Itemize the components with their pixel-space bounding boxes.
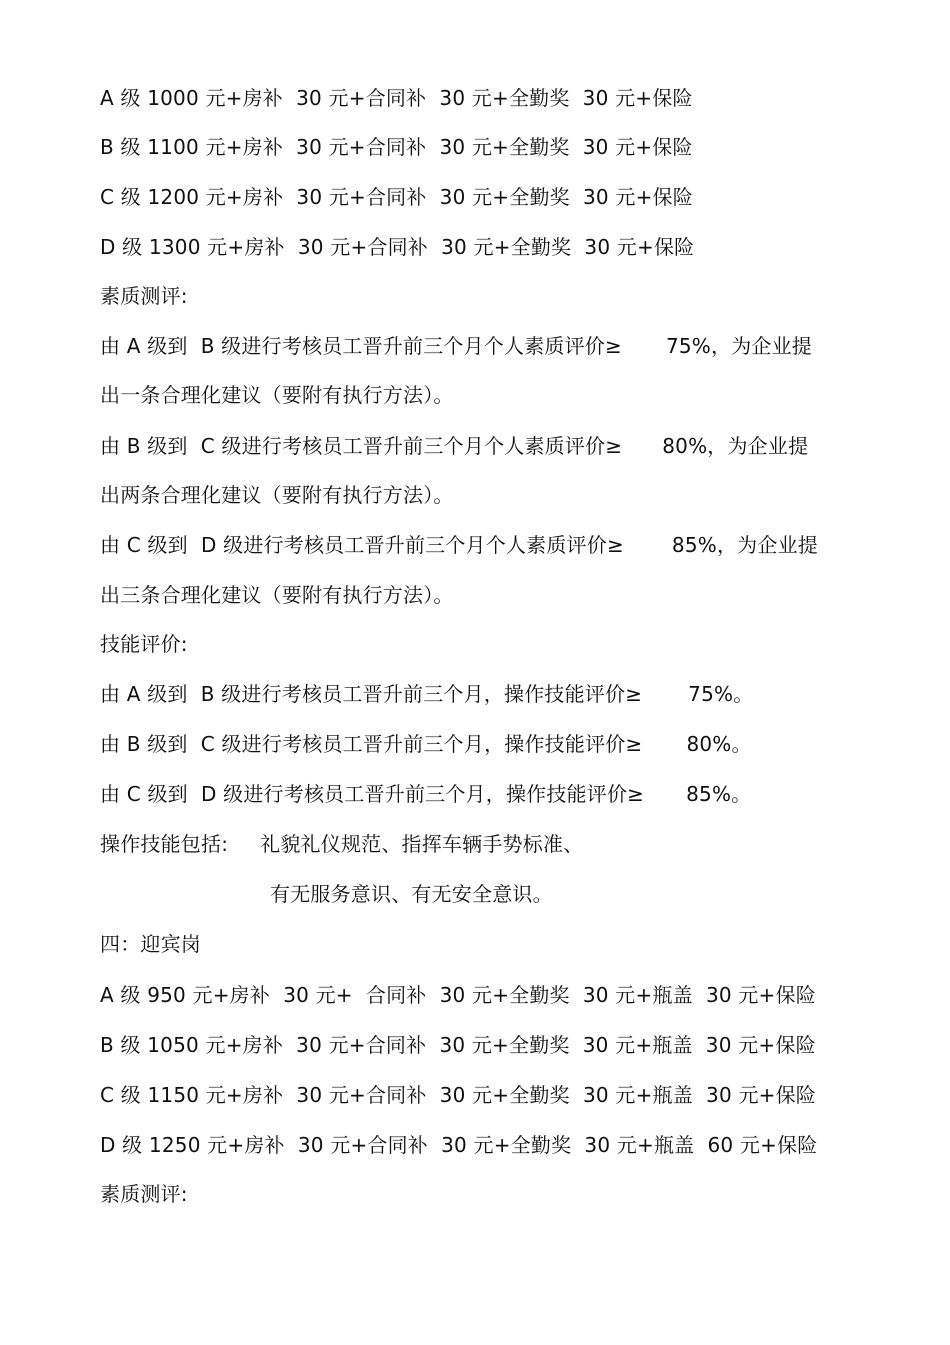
quality-item-text: 由 A 级到 B 级进行考核员工晋升前三个月个人素质评价≥ xyxy=(100,334,622,358)
skill-item-text: 由 B 级到 C 级进行考核员工晋升前三个月，操作技能评价≥ xyxy=(100,732,643,756)
salary-line-c: C 级 1200 元+房补 30 元+合同补 30 元+全勤奖 30 元+保险 xyxy=(100,185,693,209)
skill-item-text: 由 A 级到 B 级进行考核员工晋升前三个月，操作技能评价≥ xyxy=(100,682,643,706)
quality-item-bc xyxy=(100,433,808,459)
quality-item-text: 由 C 级到 D 级进行考核员工晋升前三个月个人素质评价≥ xyxy=(100,533,624,557)
greeter-salary-c: C 级 1150 元+房补 30 元+合同补 30 元+全勤奖 30 元+瓶盖 30 元+保险 xyxy=(100,1083,817,1107)
skill-item-bc xyxy=(100,731,752,757)
quality-item-cd xyxy=(100,532,818,558)
quality-item-value: 80%，为企业提 xyxy=(662,434,809,458)
skill-includes-line1: 礼貌礼仪规范、指挥车辆手势标准、 xyxy=(260,832,584,856)
salary-line-d: D 级 1300 元+房补 30 元+合同补 30 元+全勤奖 30 元+保险 xyxy=(100,235,695,259)
greeter-salary-d: D 级 1250 元+房补 30 元+合同补 30 元+全勤奖 30 元+瓶盖 60 元+保险 xyxy=(100,1133,818,1157)
section-heading-four: 四：迎宾岗 xyxy=(100,932,201,956)
quality-item-bc-cont: 出两条合理化建议（要附有执行方法）。 xyxy=(100,483,454,507)
skill-includes xyxy=(100,831,583,857)
skill-item-value: 75%。 xyxy=(688,682,754,706)
skill-item-ab xyxy=(100,681,753,707)
section-heading-quality: 素质测评: xyxy=(100,284,188,308)
greeter-salary-b: B 级 1050 元+房补 30 元+合同补 30 元+全勤奖 30 元+瓶盖 30 元+保险 xyxy=(100,1033,816,1057)
quality-item-text: 由 B 级到 C 级进行考核员工晋升前三个月个人素质评价≥ xyxy=(100,434,623,458)
salary-line-a: A 级 1000 元+房补 30 元+合同补 30 元+全勤奖 30 元+保险 xyxy=(100,86,693,110)
quality-item-ab xyxy=(100,333,812,359)
skill-item-cd xyxy=(100,781,751,807)
salary-line-b: B 级 1100 元+房补 30 元+合同补 30 元+全勤奖 30 元+保险 xyxy=(100,135,693,159)
skill-item-text: 由 C 级到 D 级进行考核员工晋升前三个月，操作技能评价≥ xyxy=(100,782,645,806)
quality-item-cd-cont: 出三条合理化建议（要附有执行方法）。 xyxy=(100,583,454,607)
skill-item-value: 85%。 xyxy=(686,782,752,806)
quality-item-ab-cont: 出一条合理化建议（要附有执行方法）。 xyxy=(100,383,454,407)
quality-item-value: 75%，为企业提 xyxy=(665,334,813,358)
section-heading-quality-2: 素质测评: xyxy=(100,1182,188,1206)
skill-item-value: 80%。 xyxy=(686,732,752,756)
skill-includes-line2: 有无服务意识、有无安全意识。 xyxy=(270,882,553,906)
skill-includes-label: 操作技能包括: xyxy=(100,832,229,856)
greeter-salary-a: A 级 950 元+房补 30 元+ 合同补 30 元+全勤奖 30 元+瓶盖 30 元+保险 xyxy=(100,983,816,1007)
section-heading-skill: 技能评价: xyxy=(100,632,188,656)
quality-item-value: 85%，为企业提 xyxy=(671,533,818,557)
